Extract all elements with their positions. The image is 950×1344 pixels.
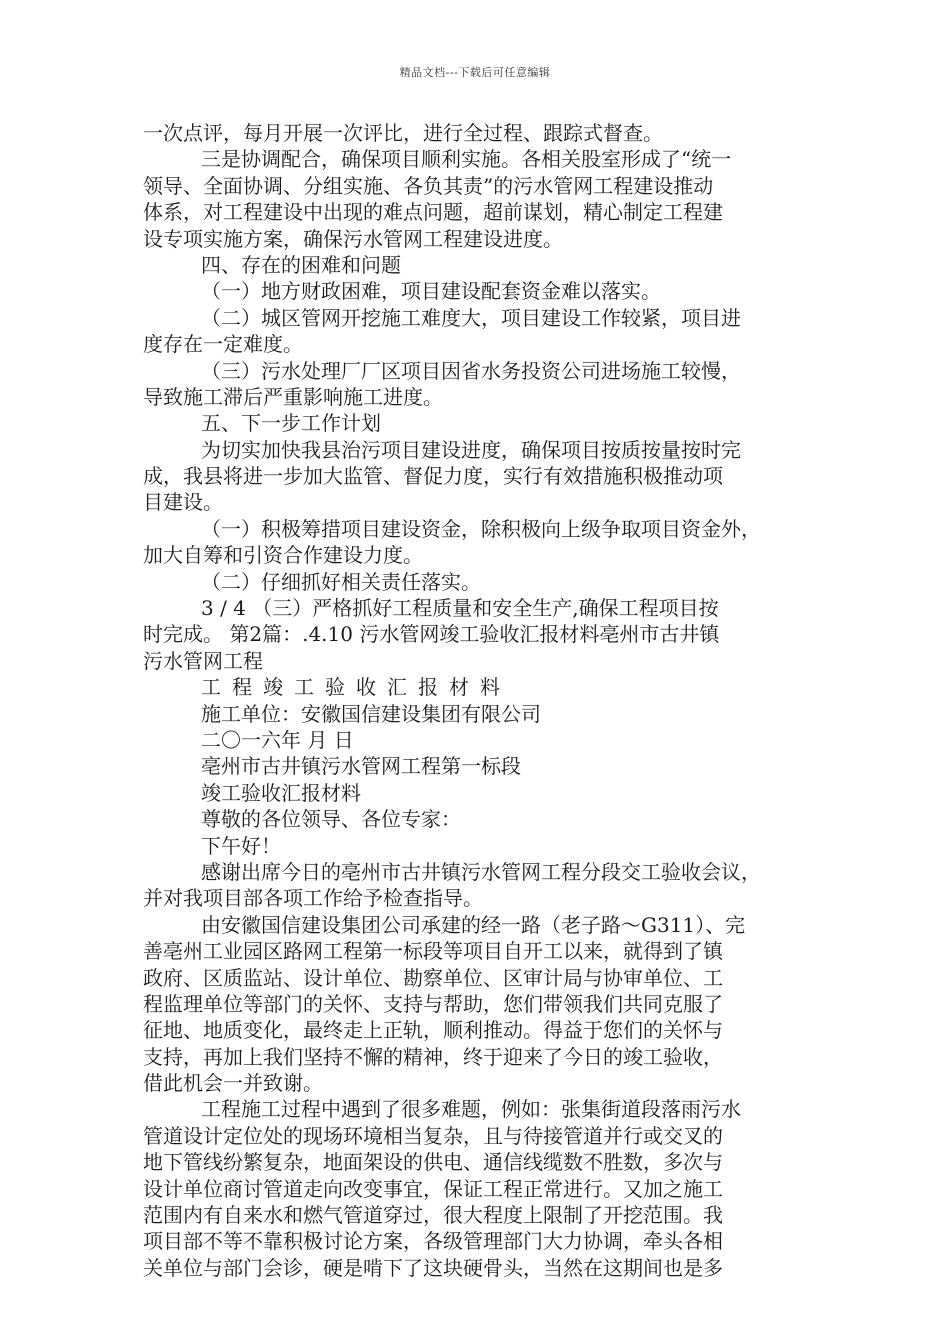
text-line: 五、下一步工作计划 xyxy=(201,411,381,436)
document-body xyxy=(143,120,813,1281)
text-line: 由安徽国信建设集团公司承建的经一路（老子路～G311）、完 xyxy=(201,912,746,937)
text-line: 竣工验收汇报材料 xyxy=(201,780,361,805)
text-line: 下午好！ xyxy=(201,833,281,858)
text-line: 二〇一六年 月 日 xyxy=(201,727,354,752)
text-line: 感谢出席今日的亳州市古井镇污水管网工程分段交工验收会议， xyxy=(201,859,761,884)
text-line: （一）积极筹措项目建设资金，除积极向上级争取项目资金外， xyxy=(201,516,761,541)
text-line: 关单位与部门会诊，硬是啃下了这块硬骨头，当然在这期间也是多 xyxy=(143,1255,723,1280)
text-line: 成，我县将进一步加大监管、督促力度，实行有效措施积极推动项 xyxy=(143,464,723,489)
text-line: 政府、区质监站、设计单位、勘察单位、区审计局与协审单位、工 xyxy=(143,965,723,990)
text-line: 加大自筹和引资合作建设力度。 xyxy=(143,543,423,568)
text-line: 征地、地质变化，最终走上正轨，顺利推动。得益于您们的关怀与 xyxy=(143,1018,723,1043)
text-line: 地下管线纷繁复杂，地面架设的供电、通信线缆数不胜数，多次与 xyxy=(143,1150,723,1175)
text-line: 管道设计定位处的现场环境相当复杂，且与待接管道并行或交叉的 xyxy=(143,1123,723,1148)
text-line: 借此机会一并致谢。 xyxy=(143,1071,323,1096)
text-line: 工程施工过程中遇到了很多难题，例如：张集街道段落雨污水 xyxy=(201,1097,741,1122)
text-line: 范围内有自来水和燃气管道穿过，很大程度上限制了开挖范围。我 xyxy=(143,1203,723,1228)
text-line: 项目部不等不靠积极讨论方案，各级管理部门大力协调，牵头各相 xyxy=(143,1229,723,1254)
text-line: （二）仔细抓好相关责任落实。 xyxy=(201,569,481,594)
text-line: 善亳州工业园区路网工程第一标段等项目自开工以来，就得到了镇 xyxy=(143,939,723,964)
text-line: 设计单位商讨管道走向改变事宜，保证工程正常进行。又加之施工 xyxy=(143,1176,723,1201)
text-line: 度存在一定难度。 xyxy=(143,332,303,357)
text-line: 3 / 4 （三）严格抓好工程质量和安全生产,确保工程项目按 xyxy=(201,596,719,621)
text-line: 三是协调配合，确保项目顺利实施。各相关股室形成了“统一 xyxy=(201,147,732,172)
text-line: 工程竣工验收汇报材料 xyxy=(201,675,511,700)
text-line: 程监理单位等部门的关怀、支持与帮助，您们带领我们共同克服了 xyxy=(143,991,723,1016)
page-header: 精品文档---下载后可任意编辑 xyxy=(399,66,551,79)
text-line: 设专项实施方案，确保污水管网工程建设进度。 xyxy=(143,226,563,251)
text-line: 一次点评，每月开展一次评比，进行全过程、跟踪式督查。 xyxy=(143,121,663,145)
text-line: （一）地方财政困难，项目建设配套资金难以落实。 xyxy=(201,279,661,304)
text-line: 导致施工滞后严重影响施工进度。 xyxy=(143,384,443,409)
text-line: 并对我项目部各项工作给予检查指导。 xyxy=(143,886,483,911)
text-line: 污水管网工程 xyxy=(143,648,263,673)
text-line: 支持，再加上我们坚持不懈的精神，终于迎来了今日的竣工验收， xyxy=(143,1044,723,1069)
text-line: （二）城区管网开挖施工难度大，项目建设工作较紧，项目进 xyxy=(201,305,741,330)
text-line: 领导、全面协调、分组实施、各负其责”的污水管网工程建设推动 xyxy=(143,173,714,198)
text-line: 施工单位：安徽国信建设集团有限公司 xyxy=(201,701,541,726)
text-line: 体系，对工程建设中出现的难点问题，超前谋划，精心制定工程建 xyxy=(143,200,723,225)
text-line: 尊敬的各位领导、各位专家： xyxy=(201,807,461,832)
text-line: 时完成。 第2篇：.4.10 污水管网竣工验收汇报材料亳州市古井镇 xyxy=(143,622,720,647)
text-line: 为切实加快我县治污项目建设进度，确保项目按质按量按时完 xyxy=(201,437,741,462)
text-line: 亳州市古井镇污水管网工程第一标段 xyxy=(201,754,521,779)
text-line: 目建设。 xyxy=(143,490,223,515)
text-line: 四、存在的困难和问题 xyxy=(201,252,401,277)
text-line: （三）污水处理厂厂区项目因省水务投资公司进场施工较慢， xyxy=(201,358,741,383)
